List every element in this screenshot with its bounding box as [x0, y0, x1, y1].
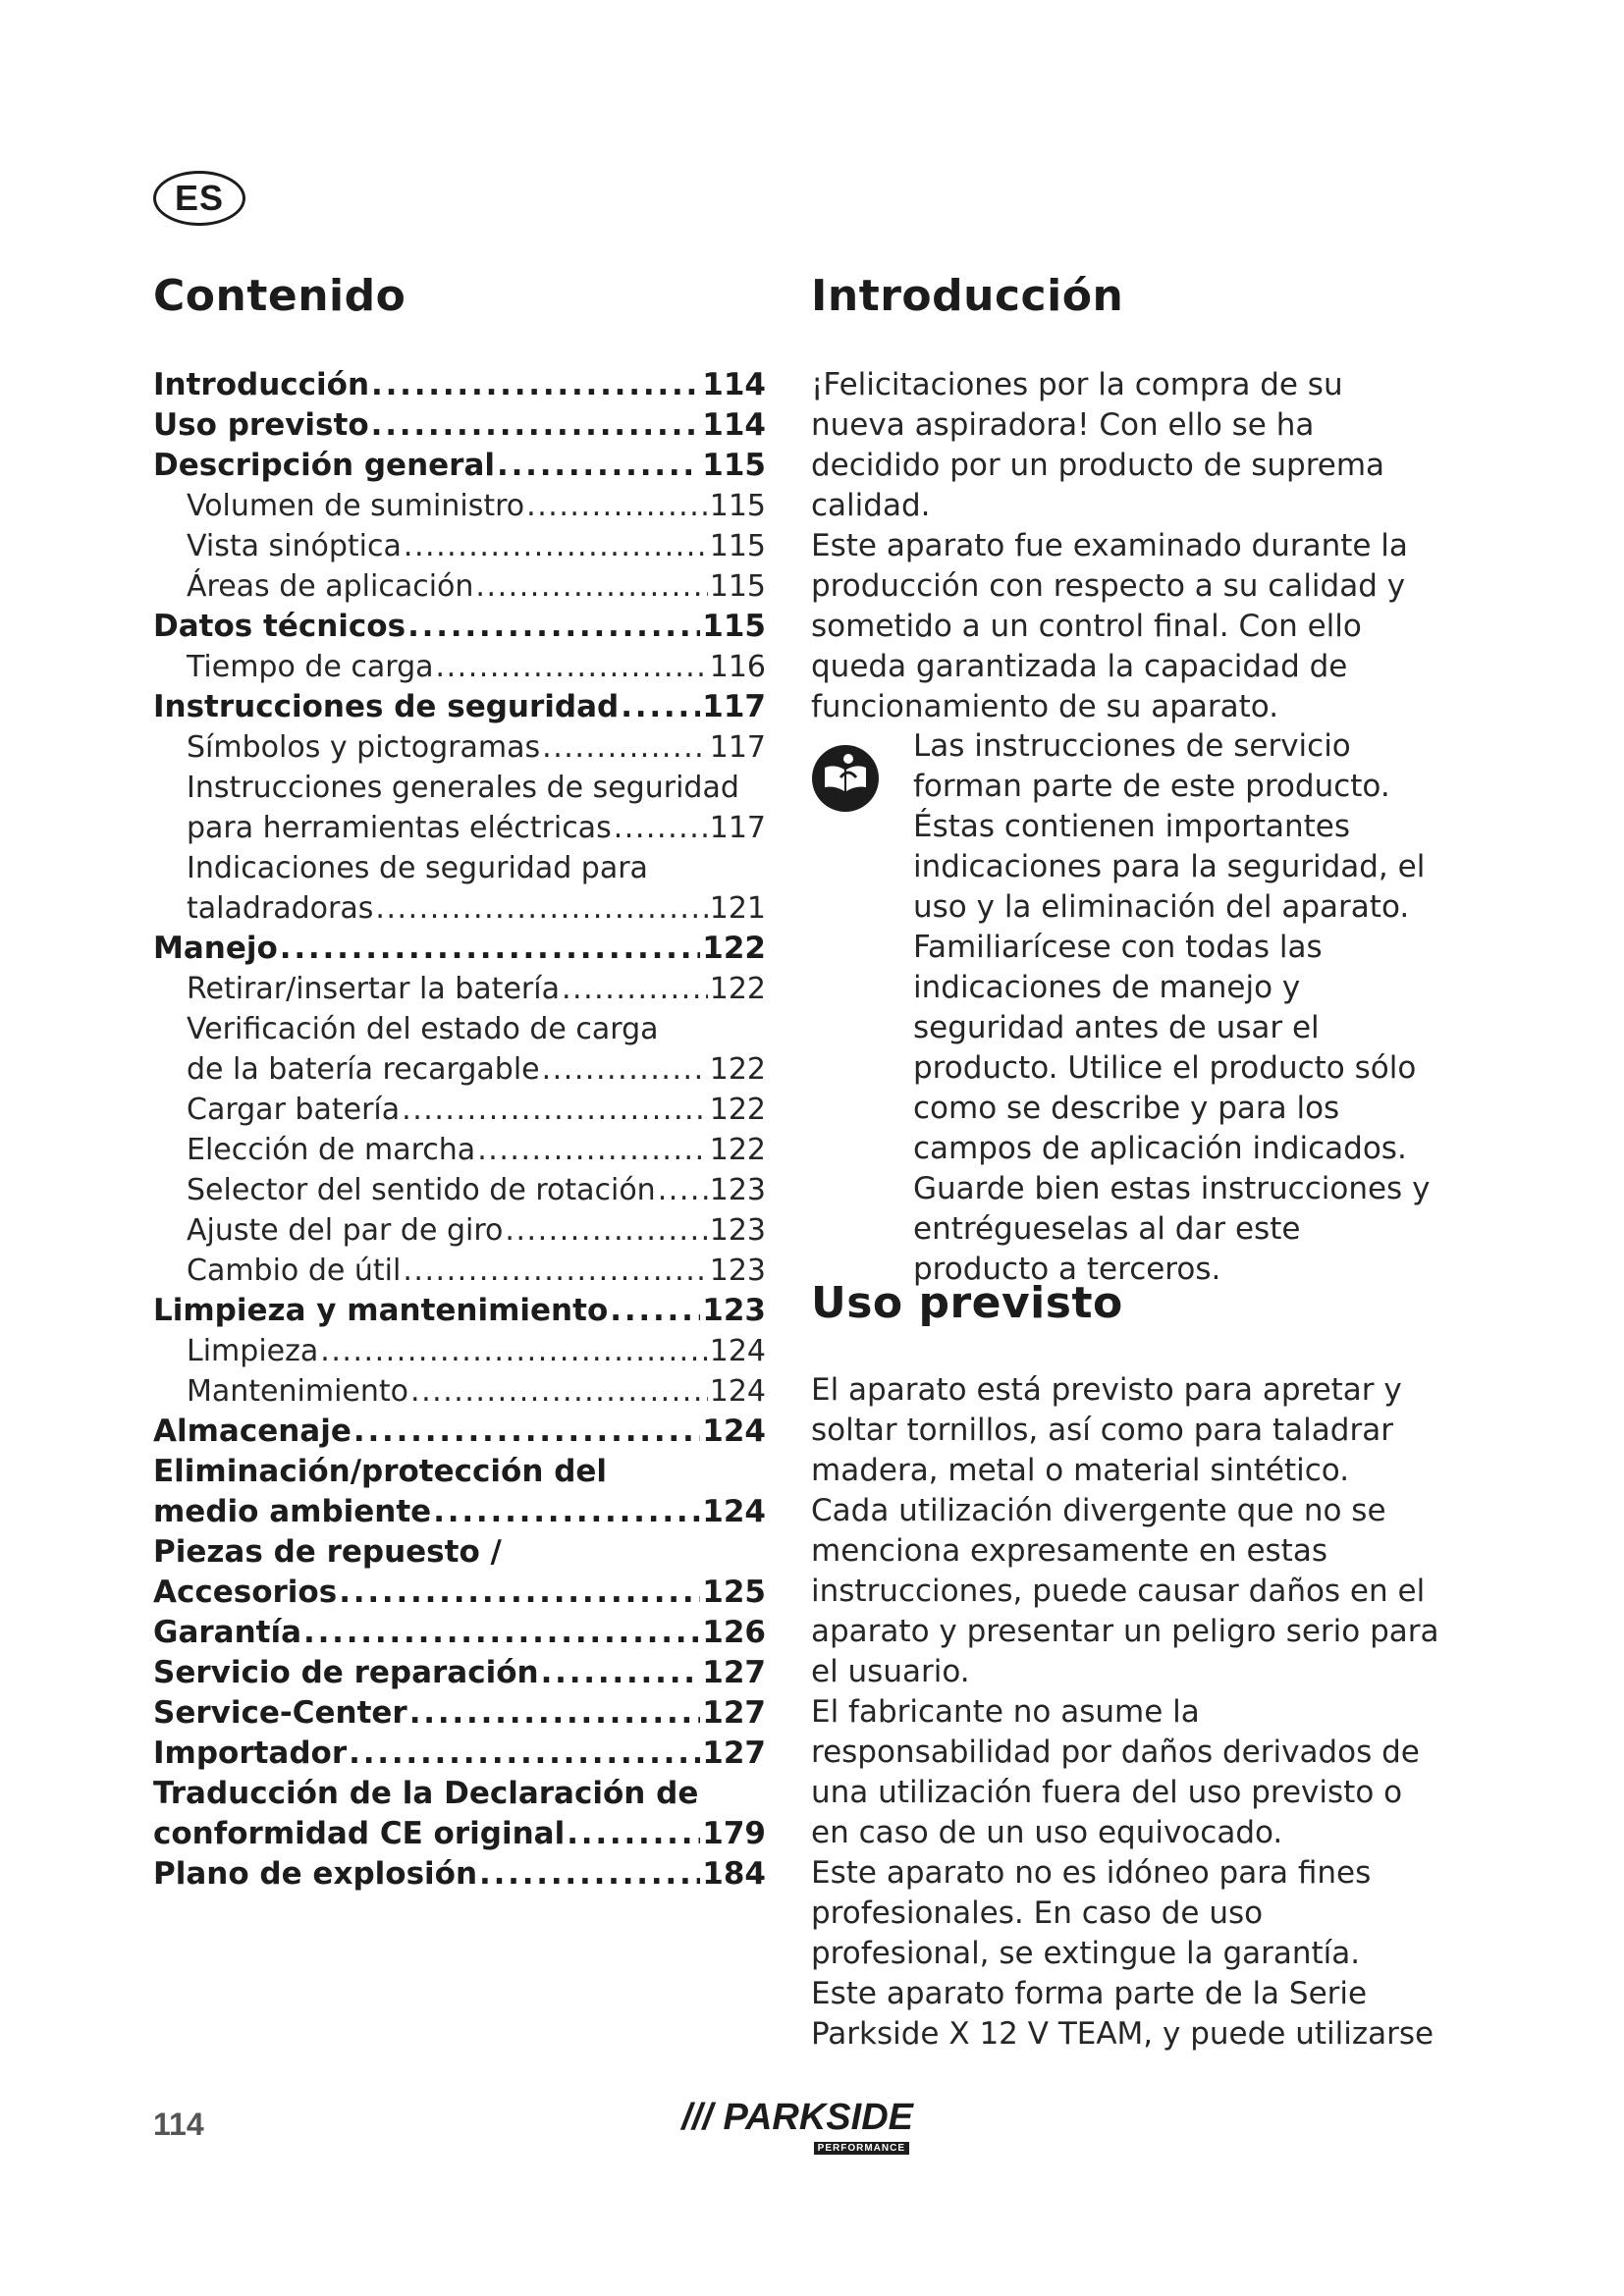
brand-name: [664, 2097, 913, 2139]
toc-leader-dots: [404, 526, 708, 566]
toc-entry-label: Instrucciones de seguridad: [153, 689, 620, 724]
toc-entry-page: 114: [702, 407, 766, 443]
toc-entry-label: Elección de marcha: [187, 1133, 476, 1167]
uso-paragraph: Cada utilización divergente que no se menciona expresamente en estas instrucciones, puede causar daños en el aparato y presentar un peligro serio para el usuario.: [811, 1493, 1439, 1689]
toc-entry-page: 122: [709, 1133, 766, 1167]
toc-entry: [153, 1492, 766, 1532]
toc-leader-dots: [303, 1613, 700, 1653]
toc-entry-label: medio ambiente: [153, 1494, 432, 1529]
toc-entry-label: Piezas de repuesto /: [153, 1534, 502, 1570]
brand-slashes: ///: [681, 2097, 713, 2138]
toc-entry: [153, 566, 766, 607]
toc-leader-dots: [475, 566, 707, 607]
toc-entry-label: Cambio de útil: [187, 1254, 402, 1288]
toc-entry-label: Ajuste del par de giro: [187, 1213, 504, 1248]
uso-paragraph: El aparato está previsto para apretar y soltar tornillos, así como para taladrar madera, metal o material sintético.: [811, 1372, 1402, 1488]
intro-paragraphs: [811, 365, 1439, 727]
toc-leader-dots: [477, 1130, 708, 1170]
toc-entry-label: taladradoras: [187, 891, 374, 926]
toc-leader-dots: [371, 405, 701, 446]
toc-leader-dots: [479, 1854, 700, 1895]
toc-entry-label: Manejo: [153, 931, 278, 966]
toc-entry-label: Importador: [153, 1735, 348, 1771]
toc-entry-label: Introducción: [153, 367, 370, 402]
read-manual-icon: [811, 744, 880, 813]
toc-entry-page: 127: [702, 1655, 766, 1690]
toc-entry-page: 124: [709, 1374, 766, 1409]
toc-entry: [153, 1653, 766, 1693]
toc-entry-page: 115: [702, 609, 766, 644]
toc-entry: [153, 486, 766, 526]
toc-entry-label: conformidad CE original: [153, 1816, 566, 1851]
language-badge: ES: [153, 171, 245, 226]
toc-entry-label: Service-Center: [153, 1695, 407, 1731]
toc-entry-page: 117: [709, 730, 766, 765]
toc-leader-dots: [320, 1331, 707, 1371]
toc-entry-page: 115: [702, 448, 766, 483]
toc-entry: [153, 365, 766, 405]
toc-entry: [153, 647, 766, 687]
toc-entry-label: Limpieza y mantenimiento: [153, 1293, 609, 1328]
toc-entry: [153, 1774, 766, 1814]
toc-entry-label: Almacenaje: [153, 1414, 352, 1449]
toc-leader-dots: [339, 1573, 700, 1613]
toc-entry-label: Plano de explosión: [153, 1856, 478, 1892]
toc-entry-page: 121: [709, 891, 766, 926]
toc-entry: [153, 1693, 766, 1734]
toc-leader-dots: [567, 1814, 700, 1854]
table-of-contents: [153, 365, 766, 1895]
intro-title: Introducción: [811, 271, 1124, 321]
toc-entry-label: Instrucciones generales de seguridad: [187, 771, 739, 805]
toc-entry: [153, 1412, 766, 1452]
toc-leader-dots: [410, 1371, 708, 1412]
toc-entry-label: Cargar batería: [187, 1093, 401, 1127]
toc-entry-label: Eliminación/protección del: [153, 1454, 608, 1489]
toc-entry: [153, 1130, 766, 1170]
toc-entry: [153, 1331, 766, 1371]
uso-previsto-title: Uso previsto: [811, 1278, 1123, 1328]
toc-leader-dots: [403, 1251, 707, 1291]
toc-entry: [153, 1573, 766, 1613]
toc-entry: [153, 687, 766, 727]
toc-entry-page: 179: [702, 1816, 766, 1851]
toc-leader-dots: [436, 647, 708, 687]
toc-entry: [153, 607, 766, 647]
toc-entry-page: 122: [709, 972, 766, 1006]
toc-entry-page: 124: [702, 1414, 766, 1449]
toc-entry-page: 124: [702, 1494, 766, 1529]
toc-entry-label: Descripción general: [153, 448, 495, 483]
toc-entry-label: Símbolos y pictogramas: [187, 730, 541, 765]
toc-entry-page: 115: [709, 489, 766, 523]
toc-entry-page: 127: [702, 1695, 766, 1731]
toc-entry: [153, 1532, 766, 1573]
toc-leader-dots: [402, 1090, 708, 1130]
toc-entry: [153, 1371, 766, 1412]
toc-entry-label: Retirar/insertar la batería: [187, 972, 560, 1006]
toc-entry: [153, 1090, 766, 1130]
toc-entry-page: 122: [702, 931, 766, 966]
toc-leader-dots: [353, 1412, 700, 1452]
toc-entry-label: Tiempo de carga: [187, 650, 434, 684]
toc-entry: [153, 727, 766, 768]
toc-title: Contenido: [153, 271, 406, 321]
toc-entry-label: Áreas de aplicación: [187, 569, 474, 604]
toc-entry-page: 123: [702, 1293, 766, 1328]
toc-leader-dots: [526, 486, 708, 526]
toc-entry-page: 115: [709, 569, 766, 604]
toc-entry-page: 117: [702, 689, 766, 724]
toc-entry-label: Selector del sentido de rotación: [187, 1173, 656, 1207]
toc-entry-page: 122: [709, 1052, 766, 1087]
brand-word: PARKSIDE: [723, 2097, 913, 2138]
brand-logo: [664, 2097, 913, 2165]
toc-entry: [153, 1734, 766, 1774]
toc-entry-label: Volumen de suministro: [187, 489, 525, 523]
toc-entry: [153, 1210, 766, 1251]
toc-entry: [153, 1814, 766, 1854]
toc-entry: [153, 1452, 766, 1492]
toc-entry-label: Uso previsto: [153, 407, 369, 443]
toc-leader-dots: [610, 1291, 700, 1331]
uso-paragraph: El fabricante no asume la responsabilidad por daños derivados de una utilización fuera del uso previsto o en caso de un uso equivocado.: [811, 1694, 1420, 1850]
toc-leader-dots: [375, 888, 707, 929]
toc-leader-dots: [407, 607, 700, 647]
toc-entry-page: 115: [709, 529, 766, 563]
toc-leader-dots: [658, 1170, 708, 1210]
toc-entry: [153, 1170, 766, 1210]
intro-paragraph: Este aparato fue examinado durante la producción con respecto a su calidad y sometido a un control final. Con ello queda garantizada la capacidad de funcionamiento de su aparato.: [811, 528, 1408, 724]
toc-entry: [153, 848, 766, 888]
toc-entry-page: 117: [709, 811, 766, 845]
toc-entry-label: Verificación del estado de carga: [187, 1012, 659, 1046]
toc-leader-dots: [497, 446, 700, 486]
toc-leader-dots: [542, 1049, 708, 1090]
toc-entry-label: Mantenimiento: [187, 1374, 408, 1409]
intro-paragraph: ¡Felicitaciones por la compra de su nueva aspiradora! Con ello se ha decidido por un producto de suprema calidad.: [811, 367, 1385, 523]
toc-entry: [153, 808, 766, 848]
toc-entry-page: 123: [709, 1254, 766, 1288]
toc-leader-dots: [614, 808, 708, 848]
toc-leader-dots: [280, 929, 700, 969]
toc-entry-page: 114: [702, 367, 766, 402]
toc-entry: [153, 1291, 766, 1331]
toc-entry-label: Traducción de la Declaración de: [153, 1776, 699, 1811]
toc-entry: [153, 888, 766, 929]
toc-leader-dots: [349, 1734, 700, 1774]
uso-paragraph: Este aparato forma parte de la Serie Parkside X 12 V TEAM, y puede utilizarse: [811, 1976, 1435, 2052]
toc-leader-dots: [433, 1492, 700, 1532]
toc-entry-label: Limpieza: [187, 1334, 319, 1368]
toc-entry-page: 125: [702, 1575, 766, 1610]
notice-text: Las instrucciones de servicio forman parte de este producto. Éstas contienen importantes indicaciones para la seguridad, el uso y la eliminación del aparato. Familiarícese con todas las indicaciones de manejo y seguridad antes de usar el producto. Utilice el producto sólo como se describe y para los campos de aplicación indicados. Guarde bien estas instrucciones y entrégueselas al dar este producto a terceros.: [913, 728, 1431, 1287]
toc-leader-dots: [541, 1653, 701, 1693]
toc-entry-page: 116: [709, 650, 766, 684]
toc-entry-page: 124: [709, 1334, 766, 1368]
toc-entry-label: para herramientas eléctricas: [187, 811, 612, 845]
toc-entry-page: 123: [709, 1213, 766, 1248]
toc-entry: [153, 1049, 766, 1090]
toc-entry-page: 127: [702, 1735, 766, 1771]
toc-entry-label: Vista sinóptica: [187, 529, 402, 563]
toc-entry-page: 126: [702, 1615, 766, 1650]
toc-entry-page: 123: [709, 1173, 766, 1207]
toc-entry: [153, 768, 766, 808]
toc-entry: [153, 1009, 766, 1049]
toc-leader-dots: [621, 687, 700, 727]
toc-entry: [153, 969, 766, 1009]
toc-entry: [153, 1854, 766, 1895]
toc-entry: [153, 1613, 766, 1653]
toc-entry: [153, 1251, 766, 1291]
toc-entry: [153, 929, 766, 969]
toc-entry-label: Garantía: [153, 1615, 302, 1650]
toc-entry-label: Accesorios: [153, 1575, 338, 1610]
toc-leader-dots: [371, 365, 700, 405]
toc-entry-label: Servicio de reparación: [153, 1655, 539, 1690]
toc-entry: [153, 446, 766, 486]
toc-entry-label: Datos técnicos: [153, 609, 406, 644]
toc-entry-label: de la batería recargable: [187, 1052, 540, 1087]
toc-entry-page: 122: [709, 1093, 766, 1127]
brand-subline: PERFORMANCE: [814, 2142, 909, 2155]
toc-leader-dots: [562, 969, 708, 1009]
uso-paragraph: Este aparato no es idóneo para fines profesionales. En caso de uso profesional, se extingue la garantía.: [811, 1855, 1372, 1971]
page-number: 114: [153, 2107, 204, 2142]
toc-leader-dots: [505, 1210, 707, 1251]
toc-entry-label: Indicaciones de seguridad para: [187, 851, 648, 885]
toc-entry-page: 184: [702, 1856, 766, 1892]
toc-entry: [153, 526, 766, 566]
toc-leader-dots: [542, 727, 708, 768]
toc-entry: [153, 405, 766, 446]
toc-leader-dots: [409, 1693, 701, 1734]
uso-previsto-paragraphs: [811, 1370, 1439, 2055]
